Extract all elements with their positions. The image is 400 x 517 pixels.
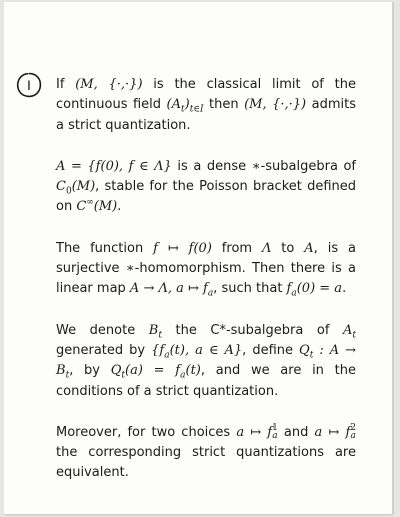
math-segment: t [352,330,356,341]
math-segment: (M) [71,179,96,195]
text-segment: -subalgebra of [260,158,357,174]
subscript: a [350,431,356,442]
math-segment: a ↦ f [314,424,351,440]
text-segment: , by [69,363,111,379]
paragraph-4 [56,321,356,402]
text-segment: Moreover, for two choices [56,424,237,440]
math-segment: t [65,370,70,381]
math-segment: A [56,158,66,174]
text-segment: , stable for the Poisson bracket defined on [56,179,356,215]
math-segment: t∈I [189,104,204,115]
text-segment: generated by [56,342,152,358]
superscript: 1 [272,423,278,434]
math-segment: (M, {·,·}) [244,97,307,113]
roman-numeral-marker [16,72,42,98]
text-segment: . [117,199,122,215]
paragraph-5 [56,423,356,484]
text-segment: is a dense [171,158,252,174]
math-segment: a ↦ f [236,424,273,440]
text-segment: admits a strict quantization. [56,97,356,133]
text-segment: ∞ [86,198,94,209]
math-segment: Q [110,363,122,379]
superscript: 2 [350,423,356,434]
math-segment: t [309,350,314,361]
text-segment: then [203,97,245,113]
document-body [56,75,356,505]
math-segment: t [121,370,126,381]
math-segment: f [286,281,292,297]
paragraph-2 [56,157,356,218]
math-segment: A → Λ, a ↦ f [129,281,208,297]
math-segment: (M) [93,199,118,215]
text-segment: -homomorphism. Then there is a linear map [56,261,357,297]
math-segment: t [181,104,185,115]
math-segment: B [148,322,159,338]
math-segment: C [56,179,66,195]
text-segment: and [277,424,315,440]
paragraph-3 [56,239,356,300]
math-segment: {f [151,342,165,358]
text-segment: , and we are in the conditions of a strict quantization. [56,363,356,399]
math-segment: A [304,240,314,256]
math-segment: A [342,322,353,338]
text-segment: The function [56,240,154,256]
math-segment: ∗ [251,158,261,174]
marker-label: I [27,77,31,93]
text-segment: We denote [56,322,149,338]
page-edge [392,2,394,514]
text-segment: the corresponding strict quantizations are equivalent. [56,445,356,481]
math-segment: a [180,370,186,381]
math-segment: ∗ [125,261,135,277]
text-segment: is the classical limit of the continuous field [56,77,356,113]
math-segment: (a) = f [125,363,181,379]
math-segment: a [207,288,214,299]
math-segment: a [291,288,297,299]
text-segment: to [271,240,305,256]
math-segment: (A [166,97,181,113]
subscript: a [272,431,278,442]
text-segment: 0 [65,186,72,197]
math-segment: : A → B [56,342,357,379]
text-segment: If [56,77,76,92]
math-segment: = {f(0), f ∈ Λ} [65,158,172,174]
text-segment: , is a surjective [56,240,356,277]
text-segment: , such that [213,281,287,297]
text-segment: from [211,240,262,256]
math-segment: (t) [185,363,201,379]
math-segment: C [76,199,87,215]
math-segment: (0) = a [296,281,343,297]
paragraph-1 [56,75,356,136]
text-segment [350,424,356,440]
text-segment: the C*-subalgebra of [161,322,343,338]
math-segment: t [158,330,162,341]
text-segment: , define [242,342,300,358]
math-segment: f ↦ f(0) [153,240,212,256]
math-segment: Q [299,342,310,358]
math-segment: ) [184,97,190,113]
math-segment: Λ [261,240,272,256]
text-segment: . [342,281,347,297]
math-segment: (t), a ∈ A} [169,342,243,358]
math-segment: a [164,350,170,361]
math-segment: (M, {·,·}) [75,77,143,92]
